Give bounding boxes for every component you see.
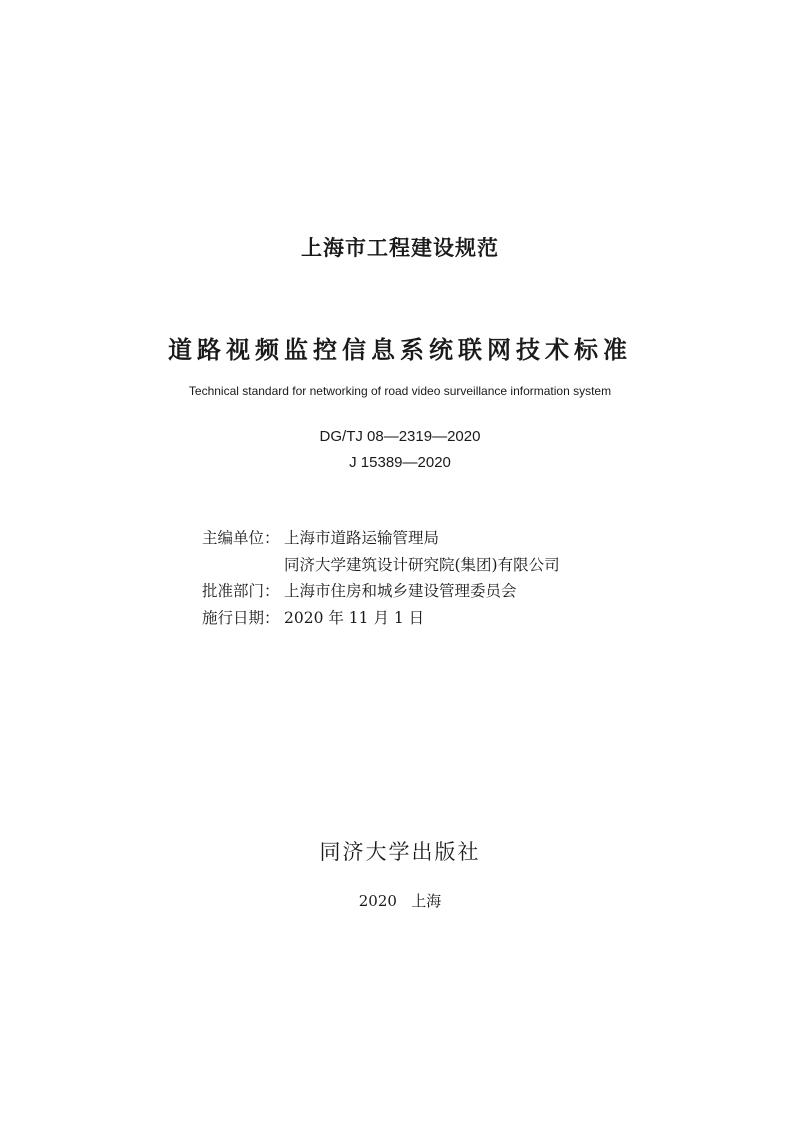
info-row-co-editor — [202, 552, 560, 579]
info-row-editor — [202, 525, 560, 552]
info-value: 2020 年 11 月 1 日 — [284, 608, 425, 627]
info-label: 主编单位： — [202, 529, 280, 547]
publication-info — [202, 525, 560, 631]
info-label — [202, 552, 284, 579]
publication-line — [0, 890, 800, 911]
document-title-chinese: 道路视频监控信息系统联网技术标准 — [168, 336, 632, 364]
publication-year: 2020 — [358, 892, 397, 910]
info-value: 上海市住房和城乡建设管理委员会 — [284, 582, 517, 600]
publisher-name: 同济大学出版社 — [319, 840, 481, 864]
standard-series: 上海市工程建设规范 — [301, 236, 499, 260]
info-value: 上海市道路运输管理局 — [284, 529, 440, 547]
publication-city: 上海 — [411, 892, 442, 910]
info-value: 同济大学建筑设计研究院(集团)有限公司 — [284, 555, 560, 574]
document-title-english: Technical standard for networking of road video surveillance information system — [188, 384, 612, 398]
info-row-effective-date — [202, 605, 560, 632]
info-label: 批准部门： — [202, 582, 280, 600]
info-row-approver — [202, 578, 560, 605]
standard-code: DG/TJ 08—2319—2020 — [319, 428, 481, 445]
filing-number: J 15389—2020 — [349, 454, 451, 471]
info-label: 施行日期： — [202, 608, 280, 627]
